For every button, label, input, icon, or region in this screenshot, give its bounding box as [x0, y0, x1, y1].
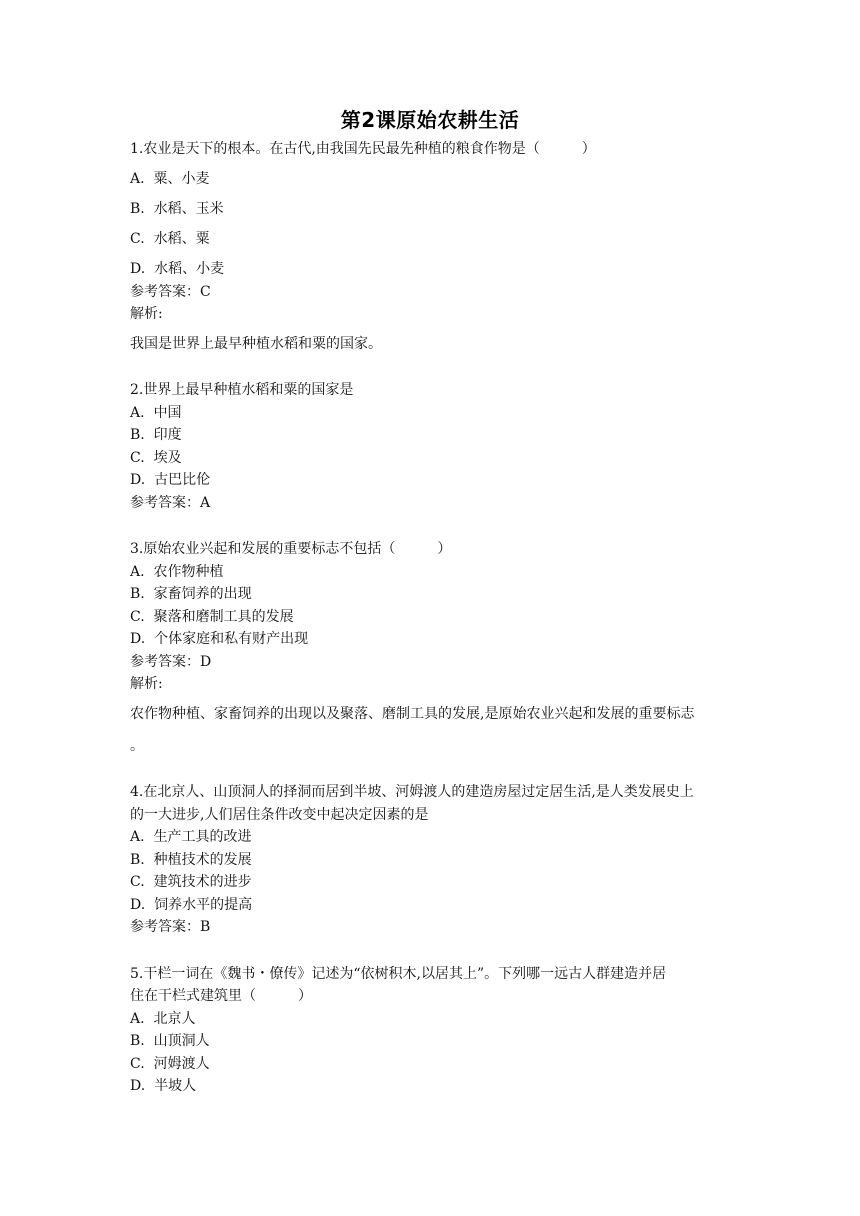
spacer: [130, 355, 730, 379]
spacer: [130, 514, 730, 538]
question-3-option-c: C. 聚落和磨制工具的发展: [130, 608, 294, 625]
question-2-answer: 参考答案：A: [130, 494, 211, 511]
question-1-option-c: C. 水稻、粟: [130, 231, 210, 247]
question-1-option-b: B. 水稻、玉米: [130, 201, 224, 217]
question-2-stem: 2.世界上最早种植水稻和粟的国家是: [130, 382, 354, 398]
question-1-option-a: A. 粟、小麦: [130, 171, 210, 187]
question-5: [130, 963, 730, 1098]
question-1-analysis-label: 解析:: [130, 306, 163, 322]
spacer: [130, 757, 730, 781]
question-2-option-d: D. 古巴比伦: [130, 472, 211, 488]
question-4-stem-line-2: 的一大进步,人们居住条件改变中起决定因素的是: [130, 806, 429, 823]
question-5-stem-line-2: 住在干栏式建筑里（ ）: [130, 988, 312, 1004]
question-2: [130, 379, 730, 514]
question-3-stem: 3.原始农业兴起和发展的重要标志不包括（ ）: [130, 541, 452, 557]
question-2-option-a: A. 中国: [130, 404, 182, 421]
question-4-answer: 参考答案：B: [130, 919, 211, 935]
question-4-stem-line-1: 4.在北京人、山顶洞人的择洞而居到半坡、河姆渡人的建造房屋过定居生活,是人类发展史上: [130, 784, 694, 800]
question-1-option-d: D. 水稻、小麦: [130, 261, 225, 277]
question-4-option-b: B. 种植技术的发展: [130, 851, 252, 868]
question-5-option-a: A. 北京人: [130, 1010, 196, 1027]
question-4-option-d: D. 饲养水平的提高: [130, 896, 253, 913]
question-4: [130, 781, 730, 939]
question-5-option-c: C. 河姆渡人: [130, 1055, 210, 1072]
question-3: [130, 538, 730, 757]
question-3-answer: 参考答案：D: [130, 653, 212, 670]
question-1-answer: 参考答案：C: [130, 283, 211, 300]
question-3-option-a: A. 农作物种植: [130, 563, 224, 580]
question-5-stem-line-1: 5.干栏一词在《魏书・僚传》记述为“依树积木,以居其上”。下列哪一远古人群建造并居: [130, 965, 667, 982]
question-3-option-d: D. 个体家庭和私有财产出现: [130, 631, 309, 647]
question-2-option-b: B. 印度: [130, 427, 182, 443]
question-3-option-b: B. 家畜饲养的出现: [130, 586, 252, 602]
question-4-option-c: C. 建筑技术的进步: [130, 874, 252, 890]
question-3-analysis: 农作物种植、家畜饲养的出现以及聚落、磨制工具的发展,是原始农业兴起和发展的重要标志: [130, 705, 695, 722]
question-1: [130, 138, 730, 355]
question-3-analysis-label: 解析:: [130, 676, 163, 692]
spacer: [130, 939, 730, 963]
page-title: 第2课原始农耕生活: [340, 108, 520, 132]
question-5-option-d: D. 半坡人: [130, 1078, 197, 1094]
question-4-option-a: A. 生产工具的改进: [130, 829, 252, 845]
question-list: [130, 138, 730, 1098]
question-2-option-c: C. 埃及: [130, 449, 182, 466]
question-1-analysis: 我国是世界上最早种植水稻和粟的国家。: [130, 335, 382, 352]
question-3-analysis-tail: 。: [130, 738, 144, 754]
question-5-option-b: B. 山顶洞人: [130, 1033, 210, 1049]
question-1-stem: 1.农业是天下的根本。在古代,由我国先民最先种植的粮食作物是（ ）: [130, 141, 596, 157]
